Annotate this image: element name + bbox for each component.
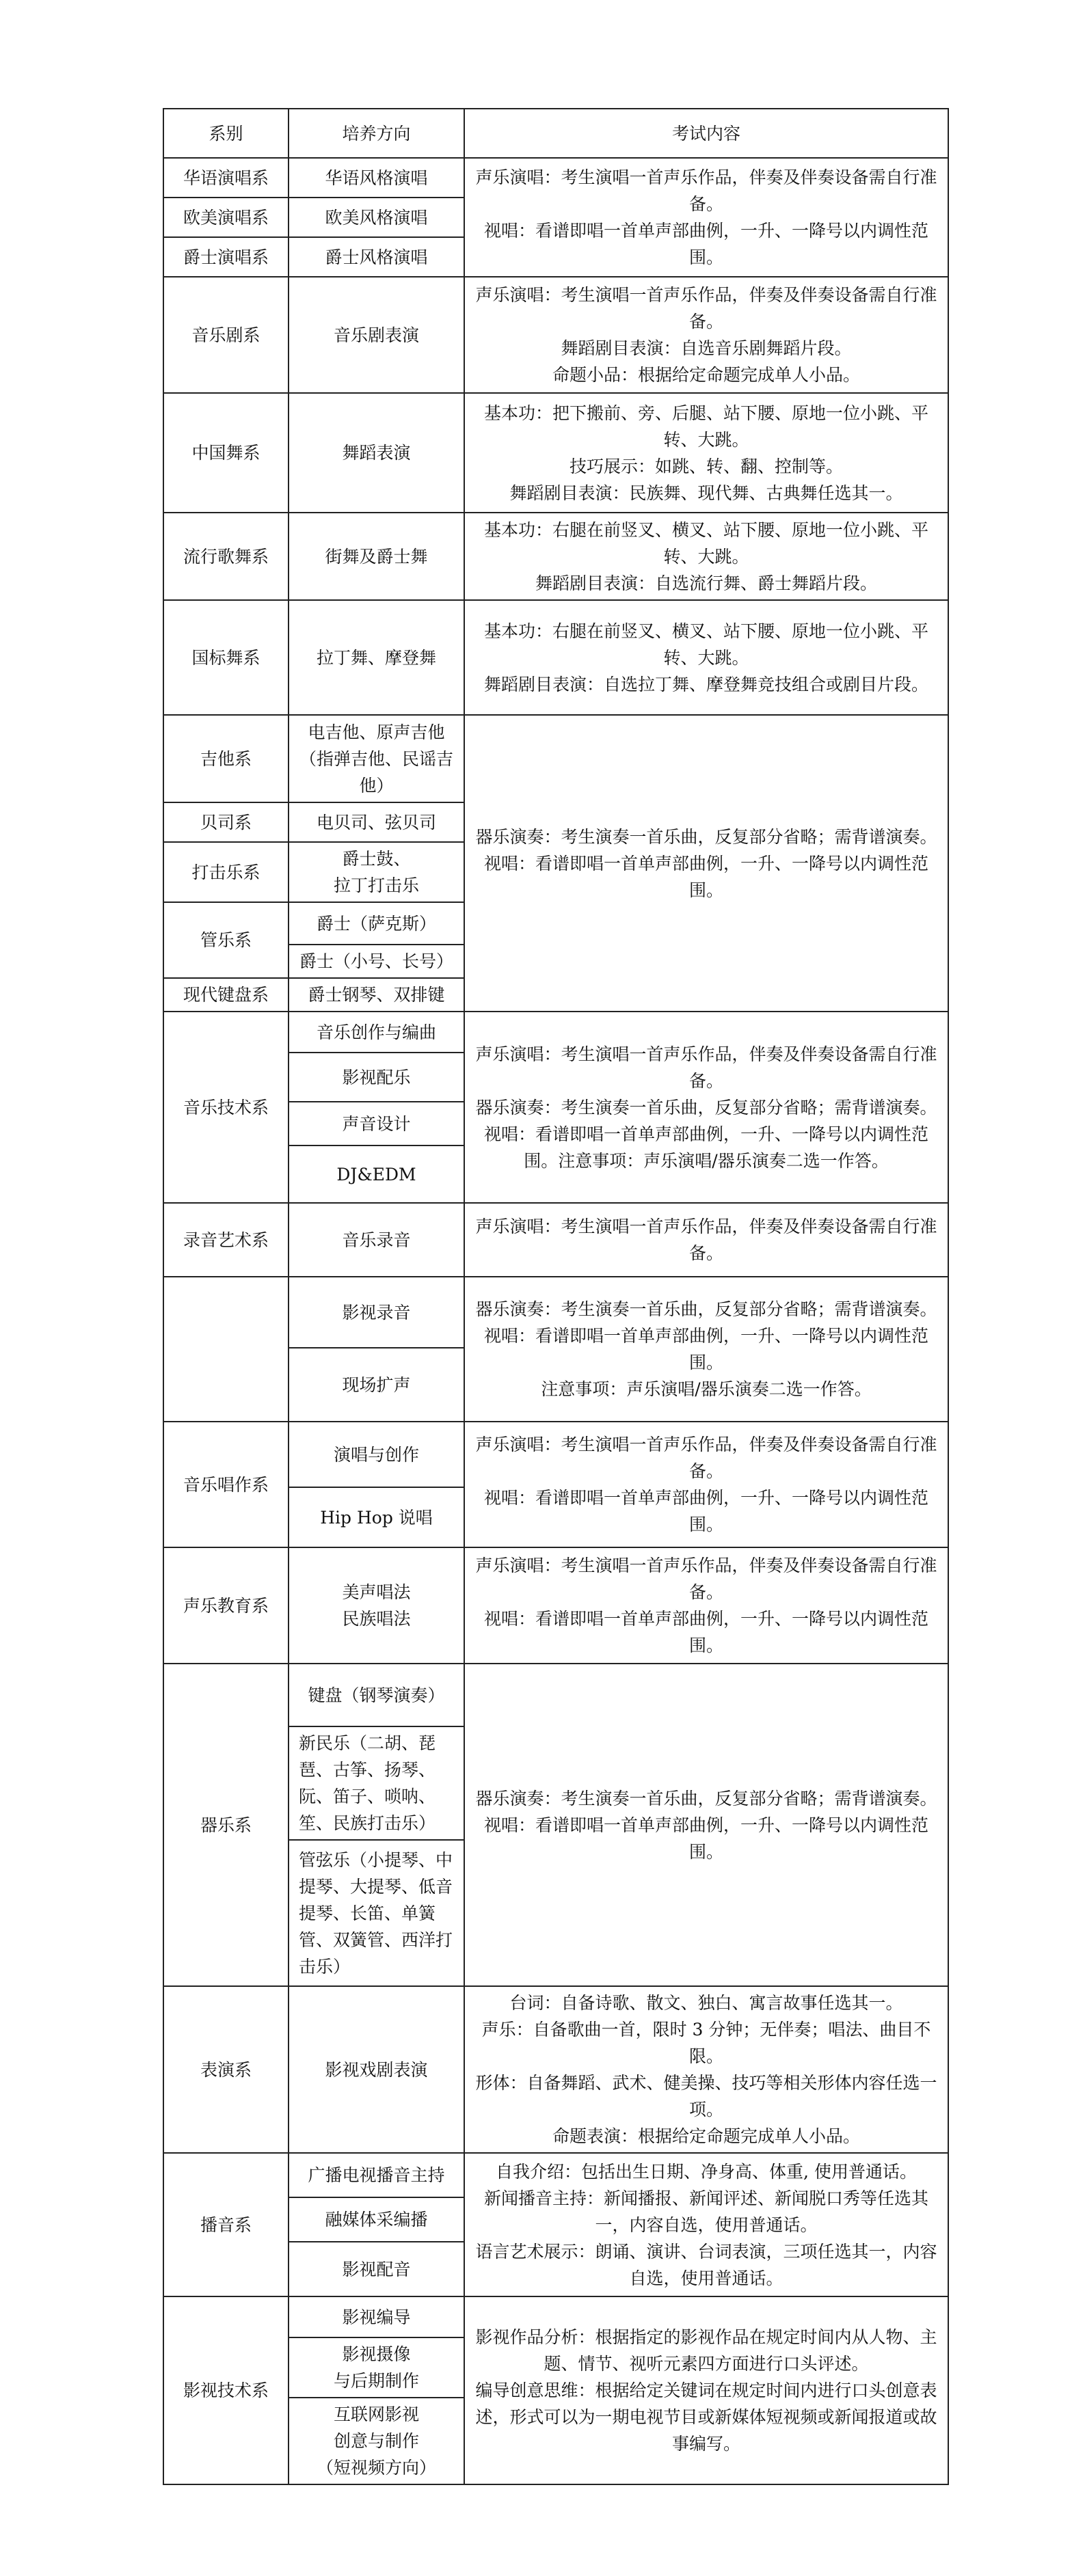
direction-cell [289,1986,464,2153]
table-row [163,158,948,198]
direction-cell [289,978,464,1012]
department-name: 打击乐系 [191,862,260,882]
exam-table [163,108,949,2485]
direction-line: 键盘（钢琴演奏） [308,1685,445,1705]
department-name: 音乐技术系 [183,1097,269,1117]
exam-content-cell [464,1422,948,1547]
exam-content-cell [464,1547,948,1664]
header-row [163,109,948,158]
table-row [163,1203,948,1277]
direction-cell [289,2153,464,2197]
direction-line: 影视录音 [342,1302,411,1323]
direction-line: 舞蹈表演 [342,443,411,463]
direction-line: 爵士鼓、 [342,849,411,869]
exam-content-cell [464,1664,948,1986]
exam-content-cell [464,1203,948,1277]
exam-content-line: 视唱：看谱即唱一首单声部曲例，一升、一降号以内调性范围。 [483,1488,928,1534]
exam-content-line: 视唱：看谱即唱一首单声部曲例，一升、一降号以内调性范围。 [483,1609,928,1655]
department-name: 器乐系 [200,1815,252,1835]
direction-line: 拉丁舞、摩登舞 [316,647,436,668]
department-name: 贝司系 [200,812,252,832]
exam-content-cell [464,513,948,600]
department-cell [163,978,289,1012]
table-row [163,513,948,600]
direction-cell [289,2296,464,2337]
exam-content-line: 命题表演：根据给定命题完成单人小品。 [552,2126,860,2146]
direction-cell [289,393,464,513]
direction-cell [289,715,464,802]
department-cell [163,393,289,513]
department-name: 国标舞系 [191,647,260,668]
direction-line: （指弹吉他、民谣吉他） [299,748,453,796]
exam-content-cell [464,277,948,393]
department-name: 欧美演唱系 [183,207,269,228]
direction-line: 爵士风格演唱 [325,247,428,267]
department-cell [163,237,289,277]
table-row [163,1547,948,1664]
department-cell [163,1664,289,1986]
table-row [163,1277,948,1348]
direction-cell [289,1840,464,1986]
department-name: 音乐唱作系 [183,1474,269,1495]
department-cell [163,277,289,393]
exam-content-cell [464,158,948,277]
direction-line: 华语风格演唱 [325,167,428,188]
direction-line: 音乐剧表演 [333,325,419,345]
direction-line: 影视戏剧表演 [325,2059,428,2080]
exam-content-cell [464,1986,948,2153]
direction-line: 现场扩声 [342,1374,411,1395]
department-cell [163,1986,289,2153]
table-body [163,158,948,2484]
exam-content-line: 基本功：把下搬前、旁、后腿、站下腰、原地一位小跳、平转、大跳。 [483,403,928,450]
department-cell [163,2153,289,2296]
exam-content-cell [464,600,948,715]
exam-content-cell [464,1012,948,1203]
direction-line: 音乐录音 [342,1230,411,1250]
table-row [163,1986,948,2153]
table-row [163,277,948,393]
exam-content-line: 器乐演奏：考生演奏一首乐曲，反复部分省略；需背谱演奏。 [475,1299,937,1319]
department-cell [163,1277,289,1422]
exam-content-line: 声乐：自备歌曲一首，限时 3 分钟；无伴奏；唱法、曲目不限。 [481,2020,931,2066]
department-cell [163,902,289,978]
department-name: 华语演唱系 [183,167,269,188]
direction-line: 美声唱法 [342,1582,411,1602]
exam-content-line: 技巧展示：如跳、转、翻、控制等。 [569,456,843,476]
department-name: 管乐系 [200,930,252,950]
direction-line: （短视频方向） [316,2458,436,2478]
direction-cell [289,198,464,237]
exam-content-line: 舞蹈剧目表演：民族舞、现代舞、古典舞任选其一。 [509,483,903,503]
exam-content-cell [464,2296,948,2484]
direction-cell [289,600,464,715]
direction-line: 音乐创作与编曲 [316,1022,436,1042]
direction-cell [289,513,464,600]
direction-line: 影视摄像 [342,2344,411,2364]
direction-line: 欧美风格演唱 [325,207,428,228]
exam-content-line: 器乐演奏：考生演奏一首乐曲，反复部分省略；需背谱演奏。 [475,1788,937,1808]
exam-content-line: 声乐演唱：考生演唱一首声乐作品，伴奏及伴奏设备需自行准备。 [475,1435,937,1481]
department-name: 表演系 [200,2059,252,2080]
direction-line: 创意与制作 [333,2431,419,2451]
exam-content-line: 新闻播音主持：新闻播报、新闻评述、新闻脱口秀等任选其一，内容自选，使用普通话。 [483,2188,928,2235]
department-name: 影视技术系 [183,2381,269,2400]
exam-content-line: 舞蹈剧目表演：自选音乐剧舞蹈片段。 [561,338,852,358]
exam-content-line: 器乐演奏：考生演奏一首乐曲，反复部分省略；需背谱演奏。 [475,826,937,847]
department-cell [163,513,289,600]
department-name: 音乐剧系 [191,325,260,345]
department-name: 吉他系 [200,748,252,769]
table-row [163,1422,948,1487]
exam-content-line: 命题小品：根据给定命题完成单人小品。 [552,365,860,385]
direction-cell [289,1145,464,1203]
direction-cell [289,1422,464,1487]
header-exam-content: 考试内容 [464,109,948,158]
exam-content-line: 舞蹈剧目表演：自选拉丁舞、摩登舞竞技组合或剧目片段。 [483,674,928,694]
direction-line: 民族唱法 [342,1609,411,1629]
direction-line: 互联网影视 [333,2404,419,2424]
direction-line: Hip Hop 说唱 [320,1507,433,1528]
exam-content-line: 声乐演唱：考生演唱一首声乐作品，伴奏及伴奏设备需自行准备。 [475,1556,937,1602]
direction-line: 爵士（小号、长号） [299,951,453,971]
direction-line: 影视配乐 [342,1067,411,1087]
exam-content-line: 声乐演唱：考生演唱一首声乐作品，伴奏及伴奏设备需自行准备。 [475,285,937,331]
direction-cell [289,1547,464,1664]
direction-cell [289,1053,464,1102]
department-cell [163,1203,289,1277]
direction-cell [289,1012,464,1053]
exam-content-cell [464,715,948,1012]
direction-cell [289,2197,464,2242]
header-direction: 培养方向 [289,109,464,158]
department-cell [163,1547,289,1664]
department-cell [163,158,289,198]
department-cell [163,600,289,715]
direction-line: 与后期制作 [333,2371,419,2391]
table-row [163,2153,948,2197]
exam-content-line: 视唱：看谱即唱一首单声部曲例，一升、一降号以内调性范围。 [483,853,928,900]
direction-line: 电吉他、原声吉他 [308,722,445,742]
department-name: 现代键盘系 [183,985,269,1005]
exam-content-line: 语言艺术展示：朗诵、演讲、台词表演，三项任选其一，内容自选，使用普通话。 [475,2241,937,2288]
exam-content-line: 自我介绍：包括出生日期、净身高、体重, 使用普通话。 [496,2161,917,2182]
department-name: 爵士演唱系 [183,247,269,267]
exam-content-line: 注意事项：声乐演唱/器乐演奏二选一作答。 [541,1379,872,1399]
direction-line: 街舞及爵士舞 [325,546,428,567]
direction-line: 融媒体采编播 [325,2210,428,2229]
exam-content-line: 声乐演唱：考生演唱一首声乐作品，伴奏及伴奏设备需自行准备。 [475,1217,937,1263]
exam-content-line: 舞蹈剧目表演：自选流行舞、爵士舞蹈片段。 [535,573,877,593]
department-cell [163,802,289,842]
exam-content-line: 视唱：看谱即唱一首单声部曲例，一升、一降号以内调性范围。 [483,1815,928,1862]
exam-content-line: 基本功：右腿在前竖叉、横叉、站下腰、原地一位小跳、平转、大跳。 [483,519,928,567]
direction-line: 广播电视播音主持 [308,2165,445,2185]
exam-content-line: 视唱：看谱即唱一首单声部曲例，一升、一降号以内调性范围。 [483,221,928,267]
exam-content-line: 声乐演唱：考生演唱一首声乐作品，伴奏及伴奏设备需自行准备。 [475,1044,937,1091]
header-department: 系别 [163,109,289,158]
direction-cell [289,277,464,393]
direction-cell [289,1348,464,1422]
table-row [163,1012,948,1053]
department-name: 流行歌舞系 [183,546,269,567]
direction-line: 电贝司、弦贝司 [316,812,436,832]
direction-line: 拉丁打击乐 [333,876,419,895]
direction-cell [289,1487,464,1547]
department-name: 播音系 [200,2214,252,2235]
direction-line: 影视配音 [342,2259,411,2279]
department-cell [163,842,289,902]
direction-cell [289,902,464,945]
direction-cell [289,237,464,277]
direction-cell [289,1664,464,1726]
table-row [163,600,948,715]
exam-content-cell [464,393,948,513]
direction-line: 爵士（萨克斯） [316,913,436,934]
department-name: 声乐教育系 [183,1595,269,1616]
table-row [163,393,948,513]
exam-content-cell [464,2153,948,2296]
direction-line: 新民乐（二胡、琵琶、古筝、扬琴、阮、笛子、唢呐、笙、民族打击乐） [299,1733,436,1833]
department-cell [163,2296,289,2484]
department-name: 录音艺术系 [183,1230,269,1250]
department-cell [163,1422,289,1547]
exam-content-line: 视唱：看谱即唱一首单声部曲例，一升、一降号以内调性范围。注意事项：声乐演唱/器乐演奏二选一作答。 [483,1124,928,1171]
table-row [163,715,948,802]
table-row [163,2296,948,2337]
direction-line: 爵士钢琴、双排键 [308,985,445,1005]
department-cell [163,1012,289,1203]
department-name: 中国舞系 [191,443,260,463]
exam-content-line: 器乐演奏：考生演奏一首乐曲，反复部分省略；需背谱演奏。 [475,1097,937,1117]
direction-cell [289,1277,464,1348]
direction-cell [289,2337,464,2398]
department-cell [163,198,289,237]
exam-content-cell [464,1277,948,1422]
exam-content-line: 影视作品分析：根据指定的影视作品在规定时间内从人物、主题、情节、视听元素四方面进行口头评述。 [475,2327,937,2374]
direction-cell [289,1102,464,1145]
department-cell [163,715,289,802]
exam-content-line: 台词：自备诗歌、散文、独白、寓言故事任选其一。 [509,1993,903,2013]
direction-line: DJ&EDM [336,1164,416,1184]
direction-cell [289,1726,464,1840]
direction-cell [289,802,464,842]
direction-line: 管弦乐（小提琴、中提琴、大提琴、低音提琴、长笛、单簧管、双簧管、西洋打击乐） [299,1849,453,1977]
table-row [163,1664,948,1726]
direction-cell [289,2242,464,2296]
exam-content-line: 声乐演唱：考生演唱一首声乐作品，伴奏及伴奏设备需自行准备。 [475,167,937,214]
direction-line: 演唱与创作 [333,1444,419,1465]
direction-cell [289,945,464,978]
direction-cell [289,158,464,198]
direction-line: 声音设计 [342,1113,411,1134]
direction-cell [289,1203,464,1277]
direction-line: 影视编导 [342,2307,411,2327]
direction-cell [289,2398,464,2484]
exam-content-line: 视唱：看谱即唱一首单声部曲例，一升、一降号以内调性范围。 [483,1326,928,1372]
exam-content-line: 基本功：右腿在前竖叉、横叉、站下腰、原地一位小跳、平转、大跳。 [483,621,928,668]
exam-content-line: 形体：自备舞蹈、武术、健美操、技巧等相关形体内容任选一项。 [475,2073,937,2119]
exam-content-line: 编导创意思维：根据给定关键词在规定时间内进行口头创意表述，形式可以为一期电视节目或新媒体短视频或新闻报道或故事编写。 [475,2381,937,2454]
direction-cell [289,842,464,902]
